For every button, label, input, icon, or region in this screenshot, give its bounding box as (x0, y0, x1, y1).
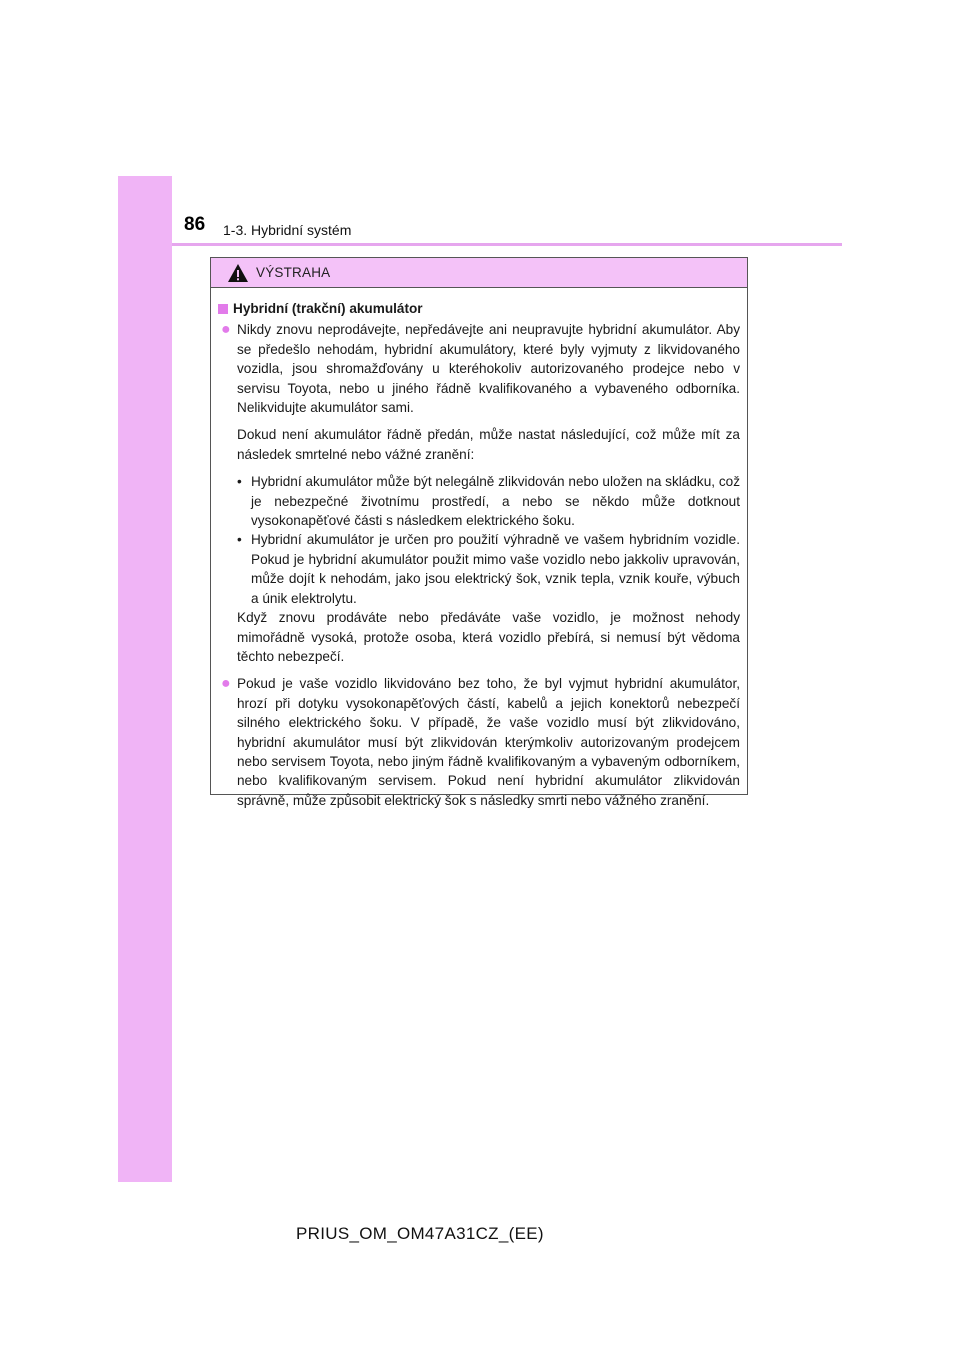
dash-list (237, 472, 740, 608)
subheading-text: Hybridní (trakční) akumulátor (233, 301, 423, 316)
warning-body (211, 288, 747, 810)
bullet-text: Nikdy znovu neprodávejte, nepředávejte ani neupravujte hybridní akumulátor. Aby se předešlo nehodám, hybridní akumulátory, které byly vyjmuty z likvidovaného vozidla, jsou shromažďovány u kteréhokoliv autorizovaného prodejce nebo v servisu Toyota, nebo u jiného řádně kvalifikovaného a vybaveného odborníka. Nelikvidujte akumulátor sami. (237, 322, 740, 416)
warning-title: VÝSTRAHA (256, 265, 331, 280)
list-marker: • (237, 532, 242, 548)
header-divider (172, 243, 842, 246)
warning-subheading (218, 299, 740, 318)
circle-bullet-icon: ● (221, 675, 231, 693)
paragraph: Dokud není akumulátor řádně předán, může nastat následující, což může mít za následek smrtelné nebo vážné zranění: (237, 427, 740, 462)
warning-header (211, 258, 747, 288)
warning-box (210, 257, 748, 808)
bullet-item (218, 320, 740, 666)
bullet-content (237, 320, 740, 666)
list-item-text: Hybridní akumulátor může být nelegálně zlikvidován nebo uložen na skládku, což je nebezpečné životnímu prostředí, a nebo se někdo může dotknout vysokonapěťové části s následkem elektrického šoku. (251, 474, 740, 529)
document-code: PRIUS_OM_OM47A31CZ_(EE) (296, 1224, 544, 1243)
list-item (237, 472, 740, 530)
paragraph: Když znovu prodáváte nebo předáváte vaše vozidlo, je možnost nehody mimořádně vysoká, protože osoba, která vozidlo přebírá, si nemusí být vědoma těchto nebezpečí. (237, 610, 740, 664)
square-bullet-icon (218, 304, 228, 314)
warning-triangle-icon (227, 263, 249, 283)
bullet-item (218, 674, 740, 810)
list-item (237, 530, 740, 608)
list-item-text: Hybridní akumulátor je určen pro použití výhradně ve vašem hybridním vozidle. Pokud je hybridní akumulátor použit mimo vaše vozidlo nebo jakkoliv upravován, může dojít k nehodám, jako jsou elektrický šok, vznik tepla, vznik kouře, výbuch a únik elektrolytu. (251, 532, 740, 606)
section-title: 1-3. Hybridní systém (223, 222, 352, 238)
side-color-band (118, 176, 172, 1182)
bullet-text: Pokud je vaše vozidlo likvidováno bez toho, že byl vyjmut hybridní akumulátor, hrozí při dotyku vysokonapěťových částí, kabelů a jejich konektorů nebezpečí silného elektrického šoku. V případě, že vaše vozidlo musí být zlikvidováno, hybridní akumulátor musí být zlikvidován kterýmkoliv autorizovaným prodejcem nebo servisem Toyota, nebo jiným řádně kvalifikovaným a vybaveným odborníkem, nebo kvalifikovaným servisem. Pokud není hybridní akumulátor zlikvidován správně, může způsobit elektrický šok s následky smrti nebo vážného zranění. (237, 676, 740, 808)
page-number: 86 (184, 214, 206, 235)
list-marker: • (237, 474, 242, 490)
circle-bullet-icon: ● (221, 321, 231, 339)
